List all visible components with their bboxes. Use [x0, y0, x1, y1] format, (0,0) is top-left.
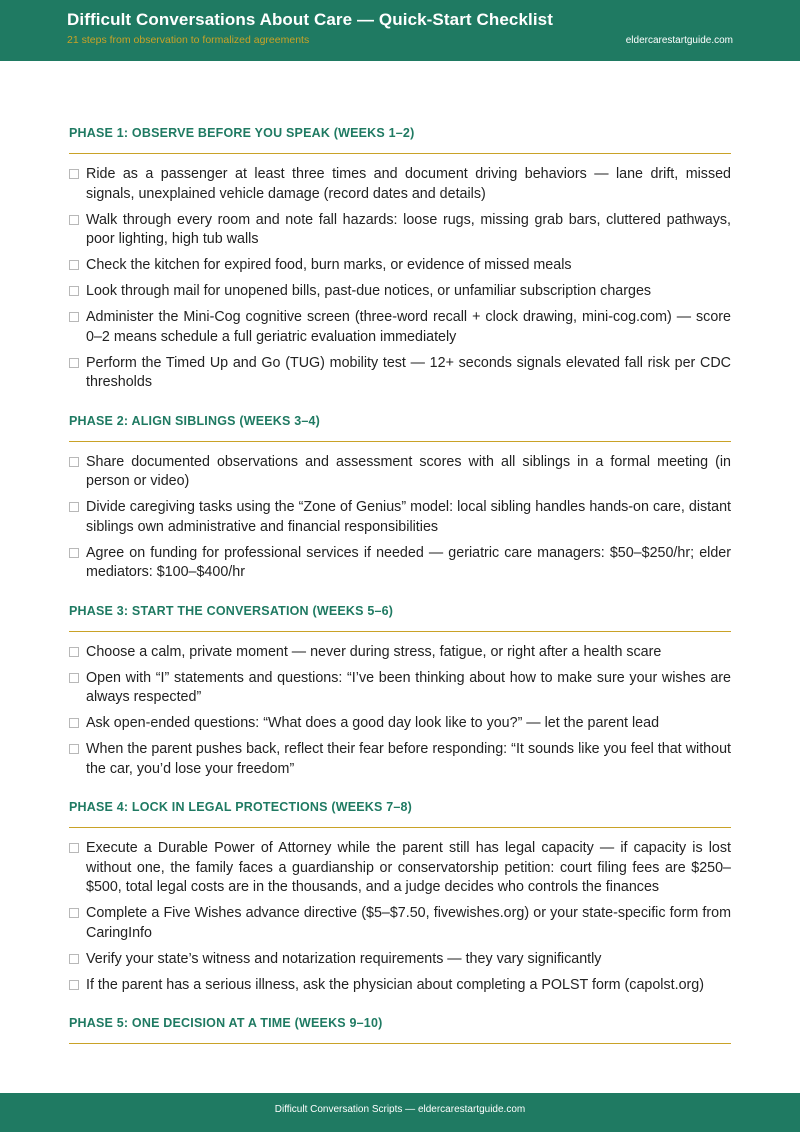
- checkbox-icon[interactable]: [69, 169, 79, 179]
- checklist-item: [69, 165, 731, 204]
- checkbox-icon[interactable]: [69, 908, 79, 918]
- page-subtitle: 21 steps from observation to formalized agreements: [67, 34, 310, 46]
- checklist-item-text: Ride as a passenger at least three times and document driving behaviors — lane drift, missed signals, unexplained vehicle damage (record dates and details): [86, 166, 731, 202]
- checklist-item-text: Choose a calm, private moment — never during stress, fatigue, or right after a health scare: [86, 643, 662, 660]
- checkbox-icon[interactable]: [69, 312, 79, 322]
- checkbox-icon[interactable]: [69, 954, 79, 964]
- checkbox-icon[interactable]: [69, 502, 79, 512]
- checkbox-icon[interactable]: [69, 358, 79, 368]
- checklist-item-text: Perform the Timed Up and Go (TUG) mobility test — 12+ seconds signals elevated fall risk per CDC thresholds: [86, 354, 731, 390]
- checklist-item-text: When the parent pushes back, reflect their fear before responding: “It sounds like you feel that without the car, you’d lose your freedom”: [86, 741, 731, 777]
- checklist-item: [69, 282, 731, 302]
- checklist-item-text: Look through mail for unopened bills, past-due notices, or unfamiliar subscription charges: [86, 283, 652, 299]
- checkbox-icon[interactable]: [69, 457, 79, 467]
- checkbox-icon[interactable]: [69, 980, 79, 990]
- checklist-item: [69, 498, 731, 537]
- checklist-content: [69, 125, 731, 1064]
- checklist-item: [69, 453, 731, 492]
- checklist-item: [69, 669, 731, 708]
- phase-heading: PHASE 2: ALIGN SIBLINGS (WEEKS 3–4): [69, 413, 731, 442]
- checklist-item-text: If the parent has a serious illness, ask the physician about completing a POLST form (capolst.org): [86, 976, 704, 993]
- checklist-item: [69, 976, 731, 996]
- checkbox-icon[interactable]: [69, 843, 79, 853]
- checklist-item-text: Agree on funding for professional services if needed — geriatric care managers: $50–$250/hr; elder mediators: $100–$400/hr: [86, 544, 731, 580]
- checkbox-icon[interactable]: [69, 286, 79, 296]
- phase-heading: PHASE 4: LOCK IN LEGAL PROTECTIONS (WEEKS 7–8): [69, 799, 731, 828]
- checklist-item: [69, 354, 731, 393]
- checklist-item: [69, 950, 731, 970]
- page-footer: [0, 1093, 800, 1132]
- phase-checklist: [69, 165, 731, 393]
- checklist-item-text: Ask open-ended questions: “What does a good day look like to you?” — let the parent lead: [86, 715, 660, 731]
- checkbox-icon[interactable]: [69, 215, 79, 225]
- phase-checklist: [69, 643, 731, 780]
- checklist-item-text: Administer the Mini-Cog cognitive screen (three-word recall + clock drawing, mini-cog.com) — score 0–2 means schedule a full geriatric evaluation immediately: [86, 309, 731, 345]
- checkbox-icon[interactable]: [69, 647, 79, 657]
- checklist-item-text: Execute a Durable Power of Attorney while the parent still has legal capacity — if capacity is lost without one, the family faces a guardianship or conservatorship petition: court filing fees are $250–$500, total legal costs are in the thousands, and a judge decides who controls the finances: [86, 840, 731, 895]
- phase-checklist: [69, 839, 731, 995]
- checkbox-icon[interactable]: [69, 718, 79, 728]
- phase-heading: PHASE 5: ONE DECISION AT A TIME (WEEKS 9–10): [69, 1015, 731, 1044]
- checkbox-icon[interactable]: [69, 673, 79, 683]
- checklist-item-text: Divide caregiving tasks using the “Zone of Genius” model: local sibling handles hands-on care, distant siblings own administrative and financial responsibilities: [86, 499, 731, 535]
- checklist-item: [69, 256, 731, 276]
- checklist-item: [69, 544, 731, 583]
- checklist-item-text: Open with “I” statements and questions: “I’ve been thinking about how to make sure your wishes are always respected”: [86, 669, 731, 705]
- checklist-item-text: Check the kitchen for expired food, burn marks, or evidence of missed meals: [86, 257, 572, 273]
- checklist-item-text: Complete a Five Wishes advance directive ($5–$7.50, fivewishes.org) or your state-specific form from CaringInfo: [86, 905, 731, 941]
- checklist-item: [69, 308, 731, 347]
- checklist-item: [69, 643, 731, 663]
- phase-heading: PHASE 1: OBSERVE BEFORE YOU SPEAK (WEEKS 1–2): [69, 125, 731, 154]
- checklist-item: [69, 740, 731, 779]
- checklist-item-text: Share documented observations and assessment scores with all siblings in a formal meeting (in person or video): [86, 453, 731, 489]
- checklist-item-text: Verify your state’s witness and notarization requirements — they vary significantly: [86, 950, 602, 967]
- phase-heading: PHASE 3: START THE CONVERSATION (WEEKS 5–6): [69, 603, 731, 632]
- phase-checklist: [69, 453, 731, 583]
- checklist-item: [69, 904, 731, 943]
- footer-text: Difficult Conversation Scripts — eldercarestartguide.com: [274, 1104, 526, 1115]
- page-title: Difficult Conversations About Care — Quick-Start Checklist: [67, 10, 553, 29]
- checkbox-icon[interactable]: [69, 548, 79, 558]
- checklist-item: [69, 211, 731, 250]
- checklist-item: [69, 714, 731, 734]
- page-header: [0, 0, 800, 61]
- checkbox-icon[interactable]: [69, 260, 79, 270]
- checklist-item: [69, 839, 731, 898]
- checklist-item-text: Walk through every room and note fall hazards: loose rugs, missing grab bars, cluttered pathways, poor lighting, high tub walls: [86, 211, 731, 247]
- checkbox-icon[interactable]: [69, 744, 79, 754]
- header-site-url: eldercarestartguide.com: [625, 35, 733, 46]
